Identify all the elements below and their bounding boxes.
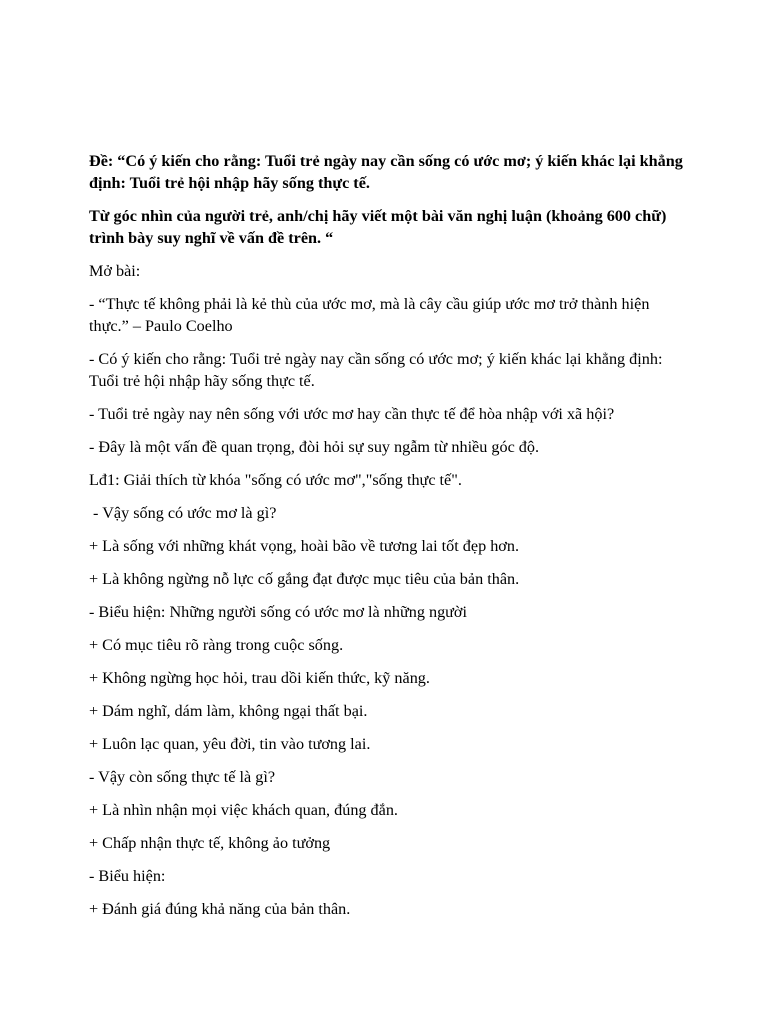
paragraph: - Đây là một vấn đề quan trọng, đòi hỏi sự suy ngẫm từ nhiều góc độ.	[89, 438, 540, 456]
paragraph: + Không ngừng học hỏi, trau dồi kiến thức, kỹ năng.	[89, 669, 430, 687]
paragraph: - “Thực tế không phải là kẻ thù của ước mơ, mà là cây cầu giúp ước mơ trở thành hiện thực.” – Paulo Coelho	[89, 295, 650, 335]
paragraph: + Chấp nhận thực tế, không ảo tưởng	[89, 834, 331, 852]
essay-task: Từ góc nhìn của người trẻ, anh/chị hãy viết một bài văn nghị luận (khoảng 600 chữ) trình bày suy nghĩ về vấn đề trên. “	[89, 207, 667, 247]
paragraph: + Luôn lạc quan, yêu đời, tin vào tương lai.	[89, 735, 371, 753]
section-label: Mở bài:	[89, 262, 141, 280]
essay-prompt-heading: Đề: “Có ý kiến cho rằng: Tuổi trẻ ngày nay cần sống có ước mơ; ý kiến khác lại khẳng định: Tuổi trẻ hội nhập hãy sống thực tế.	[89, 152, 683, 192]
paragraph: + Là sống với những khát vọng, hoài bão về tương lai tốt đẹp hơn.	[89, 537, 520, 555]
paragraph: + Có mục tiêu rõ ràng trong cuộc sống.	[89, 636, 344, 654]
paragraph: + Là nhìn nhận mọi việc khách quan, đúng đắn.	[89, 801, 398, 819]
paragraph: Lđ1: Giải thích từ khóa "sống có ước mơ","sống thực tế".	[89, 471, 462, 489]
paragraph: - Tuổi trẻ ngày nay nên sống với ước mơ hay cần thực tế để hòa nhập với xã hội?	[89, 405, 615, 423]
paragraph: - Biểu hiện:	[89, 867, 166, 885]
paragraph: + Dám nghĩ, dám làm, không ngại thất bại.	[89, 702, 368, 720]
paragraph: - Vậy sống có ước mơ là gì?	[89, 504, 277, 522]
paragraph: - Vậy còn sống thực tế là gì?	[89, 768, 276, 786]
document-body	[89, 150, 689, 931]
paragraph: + Là không ngừng nỗ lực cố gắng đạt được mục tiêu của bản thân.	[89, 570, 520, 588]
paragraph: - Biểu hiện: Những người sống có ước mơ là những người	[89, 603, 467, 621]
paragraph: - Có ý kiến cho rằng: Tuổi trẻ ngày nay cần sống có ước mơ; ý kiến khác lại khẳng định: Tuổi trẻ hội nhập hãy sống thực tế.	[89, 350, 663, 390]
paragraph: + Đánh giá đúng khả năng của bản thân.	[89, 900, 351, 918]
